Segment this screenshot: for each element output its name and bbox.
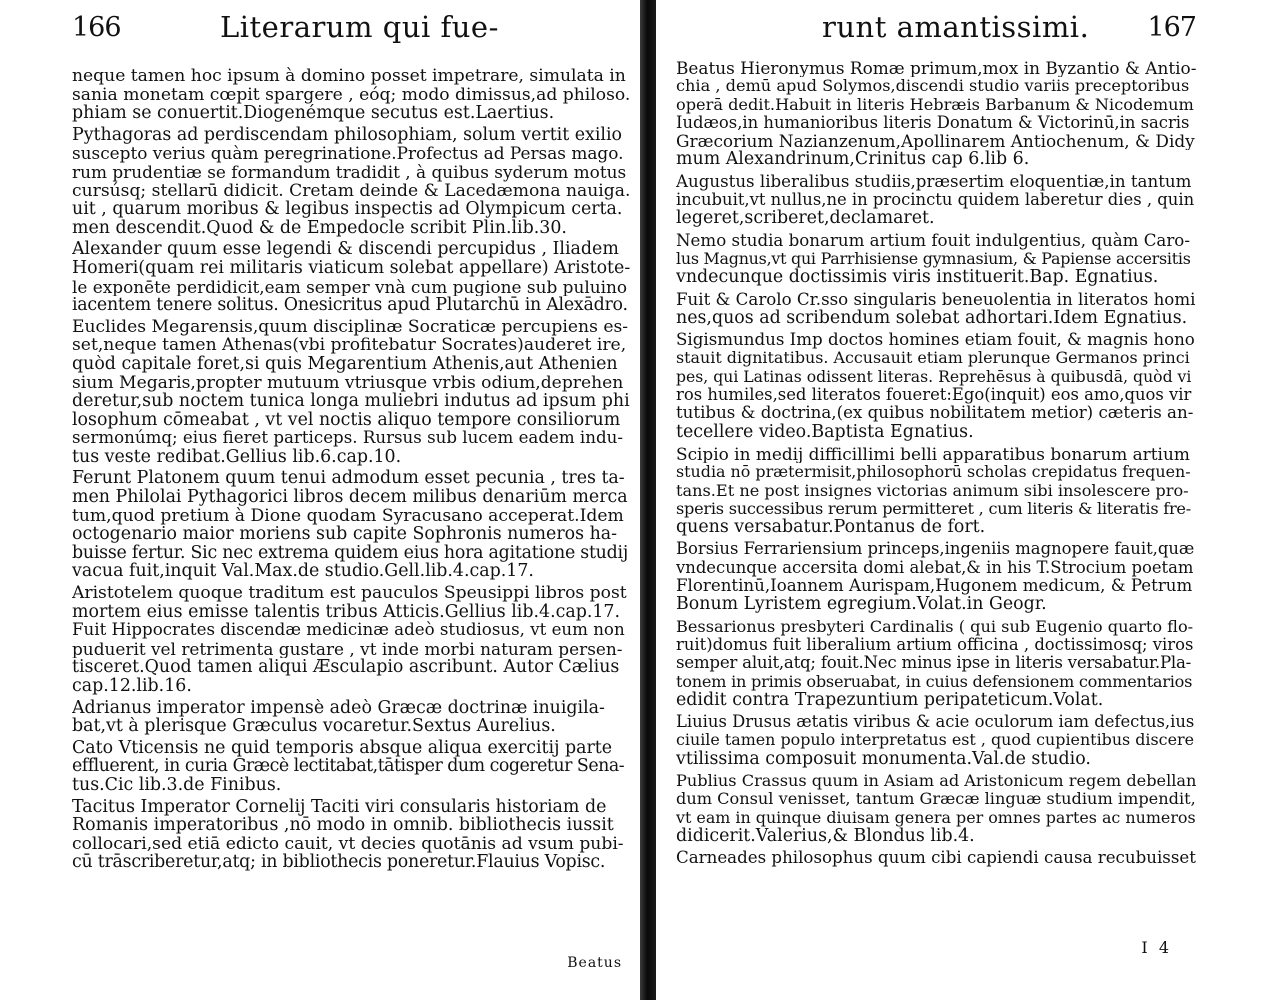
text-line: chia , demū apud Solymos,discendi studio variis preceptoribus xyxy=(676,77,1190,96)
text-line: tans.Et ne post insignes victorias animum sibi insolescere pro- xyxy=(676,481,1189,500)
text-line: ruit)domus fuit liberalium artium officina , doctissimosq; viros xyxy=(676,635,1194,654)
right-page-text xyxy=(676,59,1196,867)
text-line: speris successibus rerum permitteret , cum literis & literatis fre- xyxy=(676,499,1191,518)
text-line: Romanis imperatoribus ,nō modo in omnib. bibliothecis iussit xyxy=(72,816,614,835)
text-line: Sigismundus Imp doctos homines etiam fouit, & magnis hono xyxy=(676,331,1195,350)
text-line: puduerit vel retrimenta gustare , vt inde morbi naturam persen- xyxy=(72,639,623,659)
text-line: deretur,sub noctem tunica longa muliebri indutus ad ipsum phi xyxy=(72,392,630,411)
text-line: effluerent, in curia Græcè lectitabat,tātisper dum cogeretur Sena- xyxy=(72,757,625,776)
text-line: cū trāscriberetur,atq; in bibliothecis poneretur.Flauius Vopisc. xyxy=(72,853,606,872)
left-page-number: 166 xyxy=(72,12,121,43)
text-line: tecellere video.Baptista Egnatius. xyxy=(676,422,974,441)
text-line: didicerit.Valerius,& Blondus lib.4. xyxy=(676,826,975,846)
text-line: Florentinū,Ioannem Aurispam,Hugonem medicum, & Petrum xyxy=(676,577,1193,596)
text-line: tonem in primis obseruabat, in cuius defensionem commentarios xyxy=(676,672,1193,691)
text-line: legeret,scriberet,declamaret. xyxy=(676,209,935,228)
text-line: Carneades philosophus quum cibi capiendi causa recubuisset xyxy=(676,849,1196,868)
text-line: buisse fertur. Sic nec extrema quidem eius hora agitatione studij xyxy=(72,543,628,563)
text-line: cursúsq; stellarū didicit. Cretam deinde & Lacedæmona nauiga. xyxy=(72,181,630,201)
text-line: rum prudentiæ se formandum tradidit , à quibus syderum motus xyxy=(72,162,627,182)
text-line: octogenario maior moriens sub capite Sophronis numeros ha- xyxy=(72,525,618,544)
text-line: tutibus & doctrina,(ex quibus nobilitatem metior) cæteris an- xyxy=(676,404,1194,423)
text-line: men descendit.Quod & de Empedocle scribit Plin.lib.30. xyxy=(72,218,567,238)
text-line: Pythagoras ad perdiscendam philosophiam, solum vertit exilio xyxy=(72,125,623,145)
text-line: dum Consul venisset, tantum Græcæ linguæ studium impendit, xyxy=(676,790,1196,809)
text-line: sium Megaris,propter mutuum vtriusque vrbis odium,deprehen xyxy=(72,373,624,393)
text-line: Bessarionus presbyteri Cardinalis ( qui sub Eugenio quarto flo- xyxy=(676,617,1194,636)
text-line: iacentem tenere solitus. Onesicritus apud Plutarchū in Alexādro. xyxy=(72,296,628,315)
text-line: mortem eius emisse talentis tribus Atticis.Gellius lib.4.cap.17. xyxy=(72,602,621,622)
text-line: sermonúmq; eius fieret particeps. Rursus sub lucem eadem indu- xyxy=(72,429,623,448)
text-line: quòd capitale foret,si quis Megarentium Athenis,aut Athenien xyxy=(72,354,618,374)
text-line: Publius Crassus quum in Asiam ad Aristonicum regem debellan xyxy=(676,771,1196,790)
text-line: Borsius Ferrariensium princeps,ingeniis magnopere fauit,quæ xyxy=(676,540,1195,559)
text-line: Beatus Hieronymus Romæ primum,mox in Byzantio & Antio- xyxy=(676,59,1196,78)
text-line: vndecunque doctissimis viris instituerit.Bap. Egnatius. xyxy=(676,268,1159,287)
text-line: tus veste redibat.Gellius lib.6.cap.10. xyxy=(72,447,402,467)
text-line: vtilissima composuit monumenta.Val.de studio. xyxy=(676,749,1091,768)
text-line: set,neque tamen Athenas(vbi profitebatur Socrates)auderet ire, xyxy=(72,336,627,355)
text-line: Iudæos,in humanioribus literis Donatum & Victorinū,in sacris xyxy=(676,113,1190,132)
right-page-header xyxy=(676,0,1196,62)
text-line: lus Magnus,vt qui Parrhisiense gymnasium, & Papiense accersitis xyxy=(676,249,1191,268)
text-line: losophum cōmeabat , vt vel noctis aliquo tempore consiliorum xyxy=(72,410,621,430)
text-line: cap.12.lib.16. xyxy=(72,677,192,696)
text-line: tisceret.Quod tamen aliqui Æsculapio ascribunt. Autor Cælius xyxy=(72,658,620,677)
text-line: Nemo studia bonarum artium fouit indulgentius, quàm Caro- xyxy=(676,231,1190,250)
text-line: Alexander quum esse legendi & discendi percupidus , Iliadem xyxy=(72,240,619,259)
text-line: mum Alexandrinum,Crinitus cap 6.lib 6. xyxy=(676,150,1030,169)
text-line: Tacitus Imperator Cornelij Taciti viri consularis historiam de xyxy=(72,797,607,817)
text-line: vndecunque accersita domi alebat,& in his T.Strocium poetam xyxy=(676,558,1194,577)
text-line: le exponēte perdidicit,eam semper vnà cum pugione sub puluino xyxy=(72,277,628,297)
signature-mark: I 4 xyxy=(1141,938,1172,957)
text-line: Scipio in medij difficillimi belli apparatibus bonarum artium xyxy=(676,444,1190,464)
text-line: phiam se conuertit.Diogenémque secutus est.Laertius. xyxy=(72,104,555,123)
text-line: Liuius Drusus ætatis viribus & acie oculorum iam defectus,ius xyxy=(676,713,1195,732)
text-line: suscepto verius quàm peregrinatione.Profectus ad Persas mago. xyxy=(72,144,624,163)
text-line: Homeri(quam rei militaris viaticum solebat appellare) Aristote- xyxy=(72,258,630,278)
text-line: vacua fuit,inquit Val.Max.de studio.Gell.lib.4.cap.17. xyxy=(72,562,534,582)
text-line: Adrianus imperator impensè adeò Græcæ doctrinæ inuigila- xyxy=(72,698,605,718)
text-line: bat,vt à plerisque Græculus vocaretur.Sextus Aurelius. xyxy=(72,717,556,736)
text-line: men Philolai Pythagorici libros decem milibus denariūm merca xyxy=(72,488,628,507)
text-line: collocari,sed etiā edicto cauit, vt decies quotānis ad vsum pubi- xyxy=(72,834,624,854)
text-line: incubuit,vt nullus,ne in procinctu quidem laberetur dies , quin xyxy=(676,191,1195,210)
text-line: Aristotelem quoque traditum est pauculos Speusippi libros post xyxy=(72,584,627,603)
text-line: nes,quos ad scribendum solebat adhortari.Idem Egnatius. xyxy=(676,308,1188,328)
text-line: Cato Vticensis ne quid temporis absque aliqua exercitij parte xyxy=(72,738,613,758)
text-line: tus.Cic lib.3.de Finibus. xyxy=(72,775,282,795)
text-line: Fuit Hippocrates discendæ medicinæ adeò studiosus, vt eum non xyxy=(72,621,625,640)
text-line: edidit contra Trapezuntium peripateticum.Volat. xyxy=(676,690,1104,710)
text-line: ciuile tamen populo interpretatus est , quod cupientibus discere xyxy=(676,731,1194,750)
text-line: quens versabatur.Pontanus de fort. xyxy=(676,518,986,537)
catchword: Beatus xyxy=(567,955,622,971)
text-line: tum,quod pretium à Dione quodam Syracusano acceperat.Idem xyxy=(72,506,624,526)
left-page-text xyxy=(72,67,630,872)
text-line: stauit dignitatibus. Accusauit etiam plerunque Germanos princi xyxy=(676,349,1190,368)
book-gutter xyxy=(640,0,656,1000)
text-line: Euclides Megarensis,quum disciplinæ Socraticæ percupiens es- xyxy=(72,317,629,337)
left-page-header xyxy=(72,0,630,62)
text-line: semper aluit,atq; fouit.Nec minus ipse in literis versabatur.Pla- xyxy=(676,654,1192,673)
right-page-number: 167 xyxy=(1147,12,1196,43)
text-line: Augustus liberalibus studiis,præsertim eloquentiæ,in tantum xyxy=(676,172,1192,191)
right-running-head: runt amantissimi. xyxy=(822,10,1090,44)
text-line: pes, qui Latinas odissent literas. Reprehēsus à quibusdā, quòd vi xyxy=(676,367,1192,386)
text-line: Fuit & Carolo Cr.sso singularis beneuolentia in literatos homi xyxy=(676,290,1196,309)
right-page xyxy=(676,0,1196,1000)
text-line: sania monetam cœpit spargere , eóq; modo dimissus,ad philoso. xyxy=(72,85,630,105)
text-line: studia nō prætermisit,philosophorū scholas crepidatus frequen- xyxy=(676,463,1191,482)
text-line: uit , quarum moribus & legibus inspectis ad Olympicum certa. xyxy=(72,200,623,219)
text-line: operā dedit.Habuit in literis Hebræis Barbanum & Nicodemum xyxy=(676,95,1194,114)
text-line: neque tamen hoc ipsum à domino posset impetrare, simulata in xyxy=(72,67,626,86)
text-line: vt eam in quinque diuisam genera per omnes partes ac numeros xyxy=(676,808,1196,827)
text-line: Græcorium Nazianzenum,Apollinarem Antiochenum, & Didy xyxy=(676,132,1195,151)
left-page xyxy=(72,0,630,1000)
text-line: Bonum Lyristem egregium.Volat.in Geogr. xyxy=(676,595,1047,614)
text-line: ros humiles,sed literatos foueret:Ego(inquit) eos amo,quos vir xyxy=(676,386,1192,405)
text-line: Ferunt Platonem quum tenui admodum esset pecunia , tres ta- xyxy=(72,469,625,489)
left-running-head: Literarum qui fue- xyxy=(220,10,499,44)
